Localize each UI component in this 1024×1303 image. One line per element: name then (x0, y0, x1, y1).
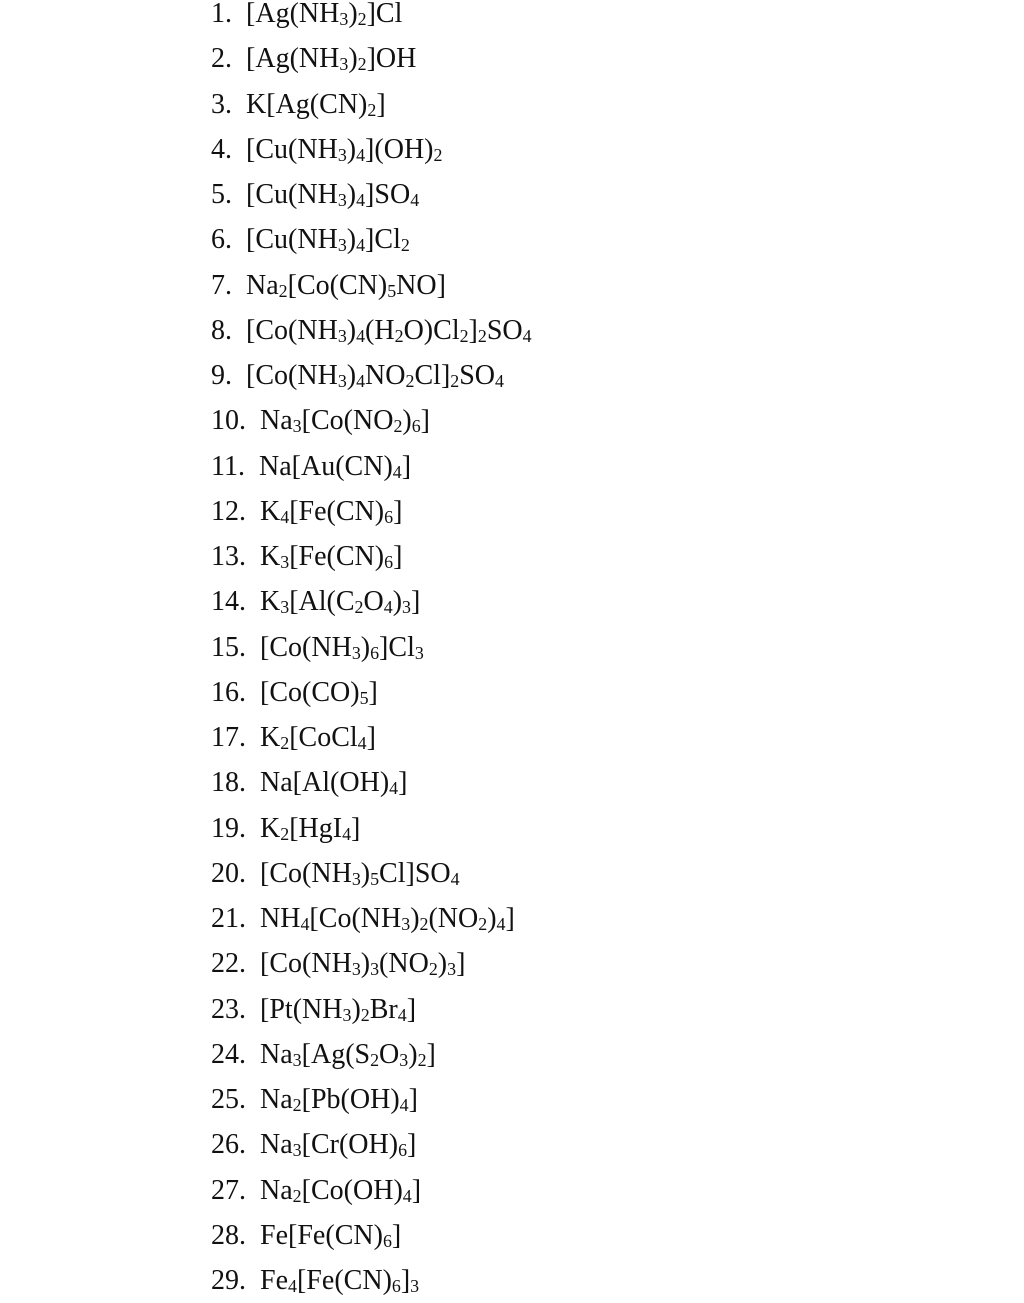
list-item (211, 489, 532, 534)
item-formula: $[Co(NH_3)_3(NO_2)_3]$ (260, 948, 466, 980)
item-number: 5. (211, 179, 232, 210)
item-formula: $K_2[HgI_4]$ (260, 812, 361, 844)
item-formula: $[Co(NH_3)_4NO_2Cl]_2SO_4$ (246, 360, 504, 392)
item-number: 10. (211, 405, 246, 437)
item-number: 29. (211, 1265, 246, 1296)
item-number: 3. (211, 88, 232, 120)
item-number: 20. (211, 857, 246, 889)
list-item (211, 579, 532, 624)
item-number: 9. (211, 360, 232, 391)
item-formula: $[Ag(NH_3)_2]OH$ (246, 43, 417, 75)
list-item (211, 0, 532, 36)
list-item (211, 398, 532, 443)
list-item (211, 172, 532, 217)
item-formula: $[Pt(NH_3)_2Br_4]$ (260, 993, 417, 1025)
item-formula: $[Co(CO)_5]$ (260, 676, 378, 708)
item-number: 2. (211, 43, 232, 75)
item-formula: $[Co(NH_3)_6]Cl_3$ (260, 631, 424, 663)
item-formula: $[Cu(NH_3)_4](OH)_2$ (246, 133, 443, 165)
item-number: 12. (211, 495, 246, 527)
item-formula: $Na_2[Co(CN)_5NO]$ (246, 269, 446, 301)
item-number: 8. (211, 314, 232, 346)
list-item (211, 263, 532, 308)
list-item (211, 987, 532, 1032)
list-item (211, 1168, 532, 1213)
formula-list (211, 0, 532, 1303)
list-item (211, 1077, 532, 1122)
list-item (211, 308, 532, 353)
list-item (211, 806, 532, 851)
list-item (211, 127, 532, 172)
list-item (211, 1258, 532, 1303)
list-item (211, 36, 532, 81)
item-number: 1. (211, 0, 232, 29)
item-formula: $NH_4[Co(NH_3)_2(NO_2)_4]$ (260, 903, 515, 935)
list-item (211, 851, 532, 896)
item-formula: $Na_3[Cr(OH)_6]$ (260, 1129, 417, 1161)
item-number: 11. (211, 450, 245, 482)
item-formula: $[Co(NH_3)_4(H_2O)Cl_2]_2SO_4$ (246, 314, 532, 346)
item-number: 24. (211, 1038, 246, 1070)
list-item (211, 896, 532, 941)
item-number: 17. (211, 722, 246, 753)
item-number: 28. (211, 1219, 246, 1251)
item-formula: $[Co(NH_3)_5Cl]SO_4$ (260, 857, 460, 889)
item-formula: $Fe_4[Fe(CN)_6]_3$ (260, 1265, 420, 1297)
item-formula: $Na[Au(CN)_4]$ (258, 450, 412, 482)
item-formula: $K[Ag(CN)_2]$ (246, 88, 386, 120)
item-formula: $K_4[Fe(CN)_6]$ (260, 495, 403, 527)
list-item (211, 670, 532, 715)
item-number: 16. (211, 676, 246, 708)
item-number: 22. (211, 948, 246, 980)
item-formula: $K_2[CoCl_4]$ (260, 722, 376, 754)
list-item (211, 941, 532, 986)
item-number: 13. (211, 541, 246, 572)
item-formula: $[Ag(NH_3)_2]Cl$ (246, 0, 403, 30)
item-formula: $Na_3[Co(NO_2)_6]$ (260, 405, 430, 437)
item-number: 18. (211, 767, 246, 799)
list-item (211, 217, 532, 262)
item-number: 7. (211, 269, 232, 301)
item-formula: $[Cu(NH_3)_4]SO_4$ (246, 179, 420, 211)
item-number: 4. (211, 133, 232, 165)
item-number: 19. (211, 812, 246, 844)
item-formula: $Na[Al(OH)_4]$ (260, 767, 408, 799)
list-item (211, 760, 532, 805)
item-number: 27. (211, 1174, 246, 1206)
list-item (211, 1213, 532, 1258)
list-item (211, 534, 532, 579)
item-formula: $K_3[Fe(CN)_6]$ (260, 541, 403, 573)
item-number: 6. (211, 224, 232, 256)
item-formula: $Na_3[Ag(S_2O_3)_2]$ (260, 1038, 436, 1070)
item-formula: $Na_2[Pb(OH)_4]$ (260, 1084, 418, 1116)
item-formula: $K_3[Al(C_2O_4)_3]$ (260, 586, 421, 618)
list-item (211, 625, 532, 670)
item-number: 15. (211, 631, 246, 663)
item-number: 23. (211, 993, 246, 1025)
item-number: 25. (211, 1084, 246, 1115)
item-formula: $Na_2[Co(OH)_4]$ (260, 1174, 422, 1206)
item-number: 26. (211, 1129, 246, 1161)
item-formula: $[Cu(NH_3)_4]Cl_2$ (246, 224, 410, 256)
list-item (211, 444, 532, 489)
item-number: 14. (211, 586, 246, 618)
list-item (211, 715, 532, 760)
item-number: 21. (211, 903, 246, 934)
list-item (211, 82, 532, 127)
list-item (211, 1122, 532, 1167)
item-formula: $Fe[Fe(CN)_6]$ (260, 1219, 402, 1251)
list-item (211, 1032, 532, 1077)
list-item (211, 353, 532, 398)
